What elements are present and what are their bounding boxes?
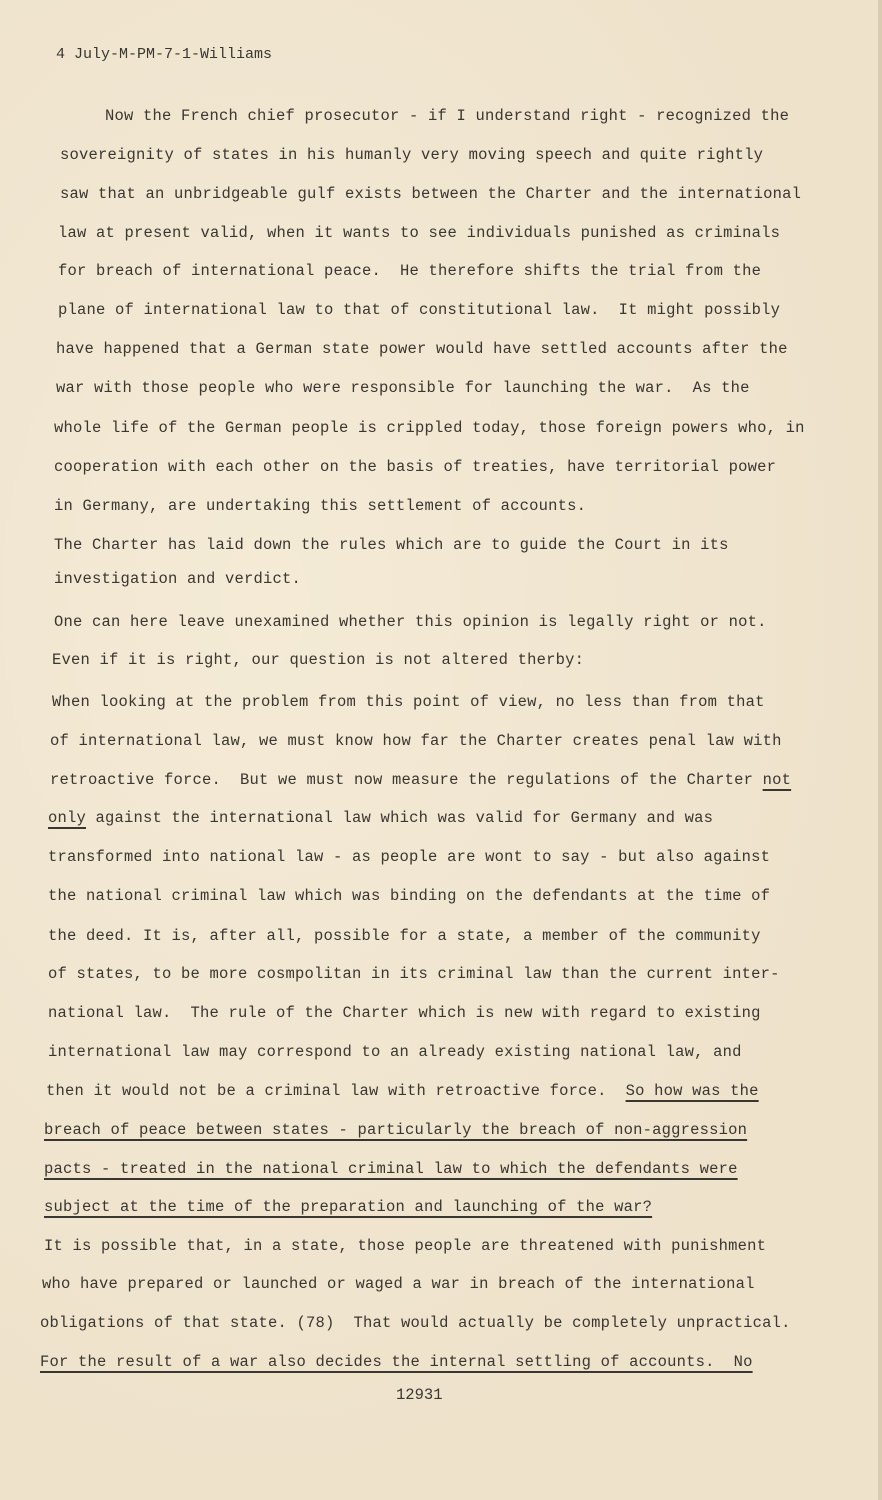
text-line xyxy=(42,1275,755,1293)
text-segment: war with those people who were responsible for launching the war. As the xyxy=(56,379,750,397)
text-line xyxy=(54,419,805,437)
text-line xyxy=(44,1121,747,1139)
text-line xyxy=(54,497,586,515)
text-line xyxy=(48,809,713,827)
text-line xyxy=(40,1314,791,1332)
underlined-text: not xyxy=(762,771,792,789)
text-segment: sovereignity of states in his humanly very moving speech and quite rightly xyxy=(60,146,764,164)
text-line xyxy=(48,848,770,866)
text-line xyxy=(48,887,770,905)
text-segment: investigation and verdict. xyxy=(54,570,302,588)
text-segment: Even if it is right, our question is not altered therby: xyxy=(52,651,585,669)
text-line xyxy=(40,1353,753,1371)
text-line xyxy=(52,651,584,669)
text-segment: national law. The rule of the Charter which is new with regard to existing xyxy=(48,1004,761,1022)
text-line xyxy=(58,301,780,319)
text-segment: against the international law which was valid for Germany and was xyxy=(86,809,714,827)
text-line xyxy=(60,146,763,164)
text-line xyxy=(48,965,780,983)
text-line xyxy=(48,1004,761,1022)
text-line xyxy=(54,570,301,588)
text-segment: of states, to be more cosmpolitan in its criminal law than the current inter- xyxy=(48,965,780,983)
text-segment: When looking at the problem from this point of view, no less than from that xyxy=(52,693,765,711)
text-line xyxy=(52,693,765,711)
text-segment: the national criminal law which was binding on the defendants at the time of xyxy=(48,887,771,905)
text-segment: for breach of international peace. He therefore shifts the trial from the xyxy=(58,262,762,280)
underlined-text: So how was the xyxy=(625,1082,759,1100)
text-line xyxy=(54,458,776,476)
text-line xyxy=(50,732,782,750)
text-segment: cooperation with each other on the basis of treaties, have territorial power xyxy=(54,458,777,476)
text-segment: plane of international law to that of constitutional law. It might possibly xyxy=(58,301,781,319)
text-line xyxy=(54,613,767,631)
text-segment: the deed. It is, after all, possible for a state, a member of the community xyxy=(48,927,761,945)
text-line xyxy=(48,1043,742,1061)
text-segment: in Germany, are undertaking this settlement of accounts. xyxy=(54,497,587,515)
underlined-text: For the result of a war also decides the internal settling of accounts. No xyxy=(40,1353,753,1371)
text-segment: It is possible that, in a state, those people are threatened with punishment xyxy=(44,1237,767,1255)
text-line xyxy=(56,379,750,397)
underlined-text: pacts - treated in the national criminal law to which the defendants were xyxy=(44,1160,738,1178)
text-line xyxy=(54,536,729,554)
text-segment: One can here leave unexamined whether this opinion is legally right or not. xyxy=(54,613,767,631)
text-line xyxy=(105,107,789,125)
text-segment: law at present valid, when it wants to see individuals punished as criminals xyxy=(58,224,781,242)
page-number: 12931 xyxy=(396,1386,443,1404)
underlined-text: only xyxy=(48,809,87,827)
text-segment: international law may correspond to an already existing national law, and xyxy=(48,1043,742,1061)
text-line xyxy=(60,185,801,203)
text-segment: saw that an unbridgeable gulf exists between the Charter and the international xyxy=(60,185,802,203)
text-segment: then it would not be a criminal law with retroactive force. xyxy=(46,1082,626,1100)
underlined-text: subject at the time of the preparation and launching of the war? xyxy=(44,1198,653,1216)
text-segment: who have prepared or launched or waged a war in breach of the international xyxy=(42,1275,755,1293)
text-line xyxy=(50,771,791,789)
text-segment: The Charter has laid down the rules which are to guide the Court in its xyxy=(54,536,729,554)
page-edge xyxy=(878,0,882,1500)
text-segment: whole life of the German people is crippled today, those foreign powers who, in xyxy=(54,419,805,437)
text-line xyxy=(56,340,788,358)
text-line xyxy=(58,262,761,280)
text-line xyxy=(46,1082,759,1100)
underlined-text: breach of peace between states - particularly the breach of non-aggression xyxy=(44,1121,748,1139)
text-segment: retroactive force. But we must now measure the regulations of the Charter xyxy=(50,771,763,789)
text-line xyxy=(48,927,761,945)
text-segment: have happened that a German state power would have settled accounts after the xyxy=(56,340,788,358)
text-line xyxy=(58,224,780,242)
text-line xyxy=(44,1237,766,1255)
text-segment: transformed into national law - as people are wont to say - but also against xyxy=(48,848,771,866)
page-header: 4 July-M-PM-7-1-Williams xyxy=(56,46,273,63)
text-line xyxy=(44,1198,652,1216)
text-segment: obligations of that state. (78) That would actually be completely unpractical. xyxy=(40,1314,791,1332)
text-segment: of international law, we must know how far the Charter creates penal law with xyxy=(50,732,782,750)
text-segment: Now the French chief prosecutor - if I understand right - recognized the xyxy=(105,107,790,125)
text-line xyxy=(44,1160,738,1178)
